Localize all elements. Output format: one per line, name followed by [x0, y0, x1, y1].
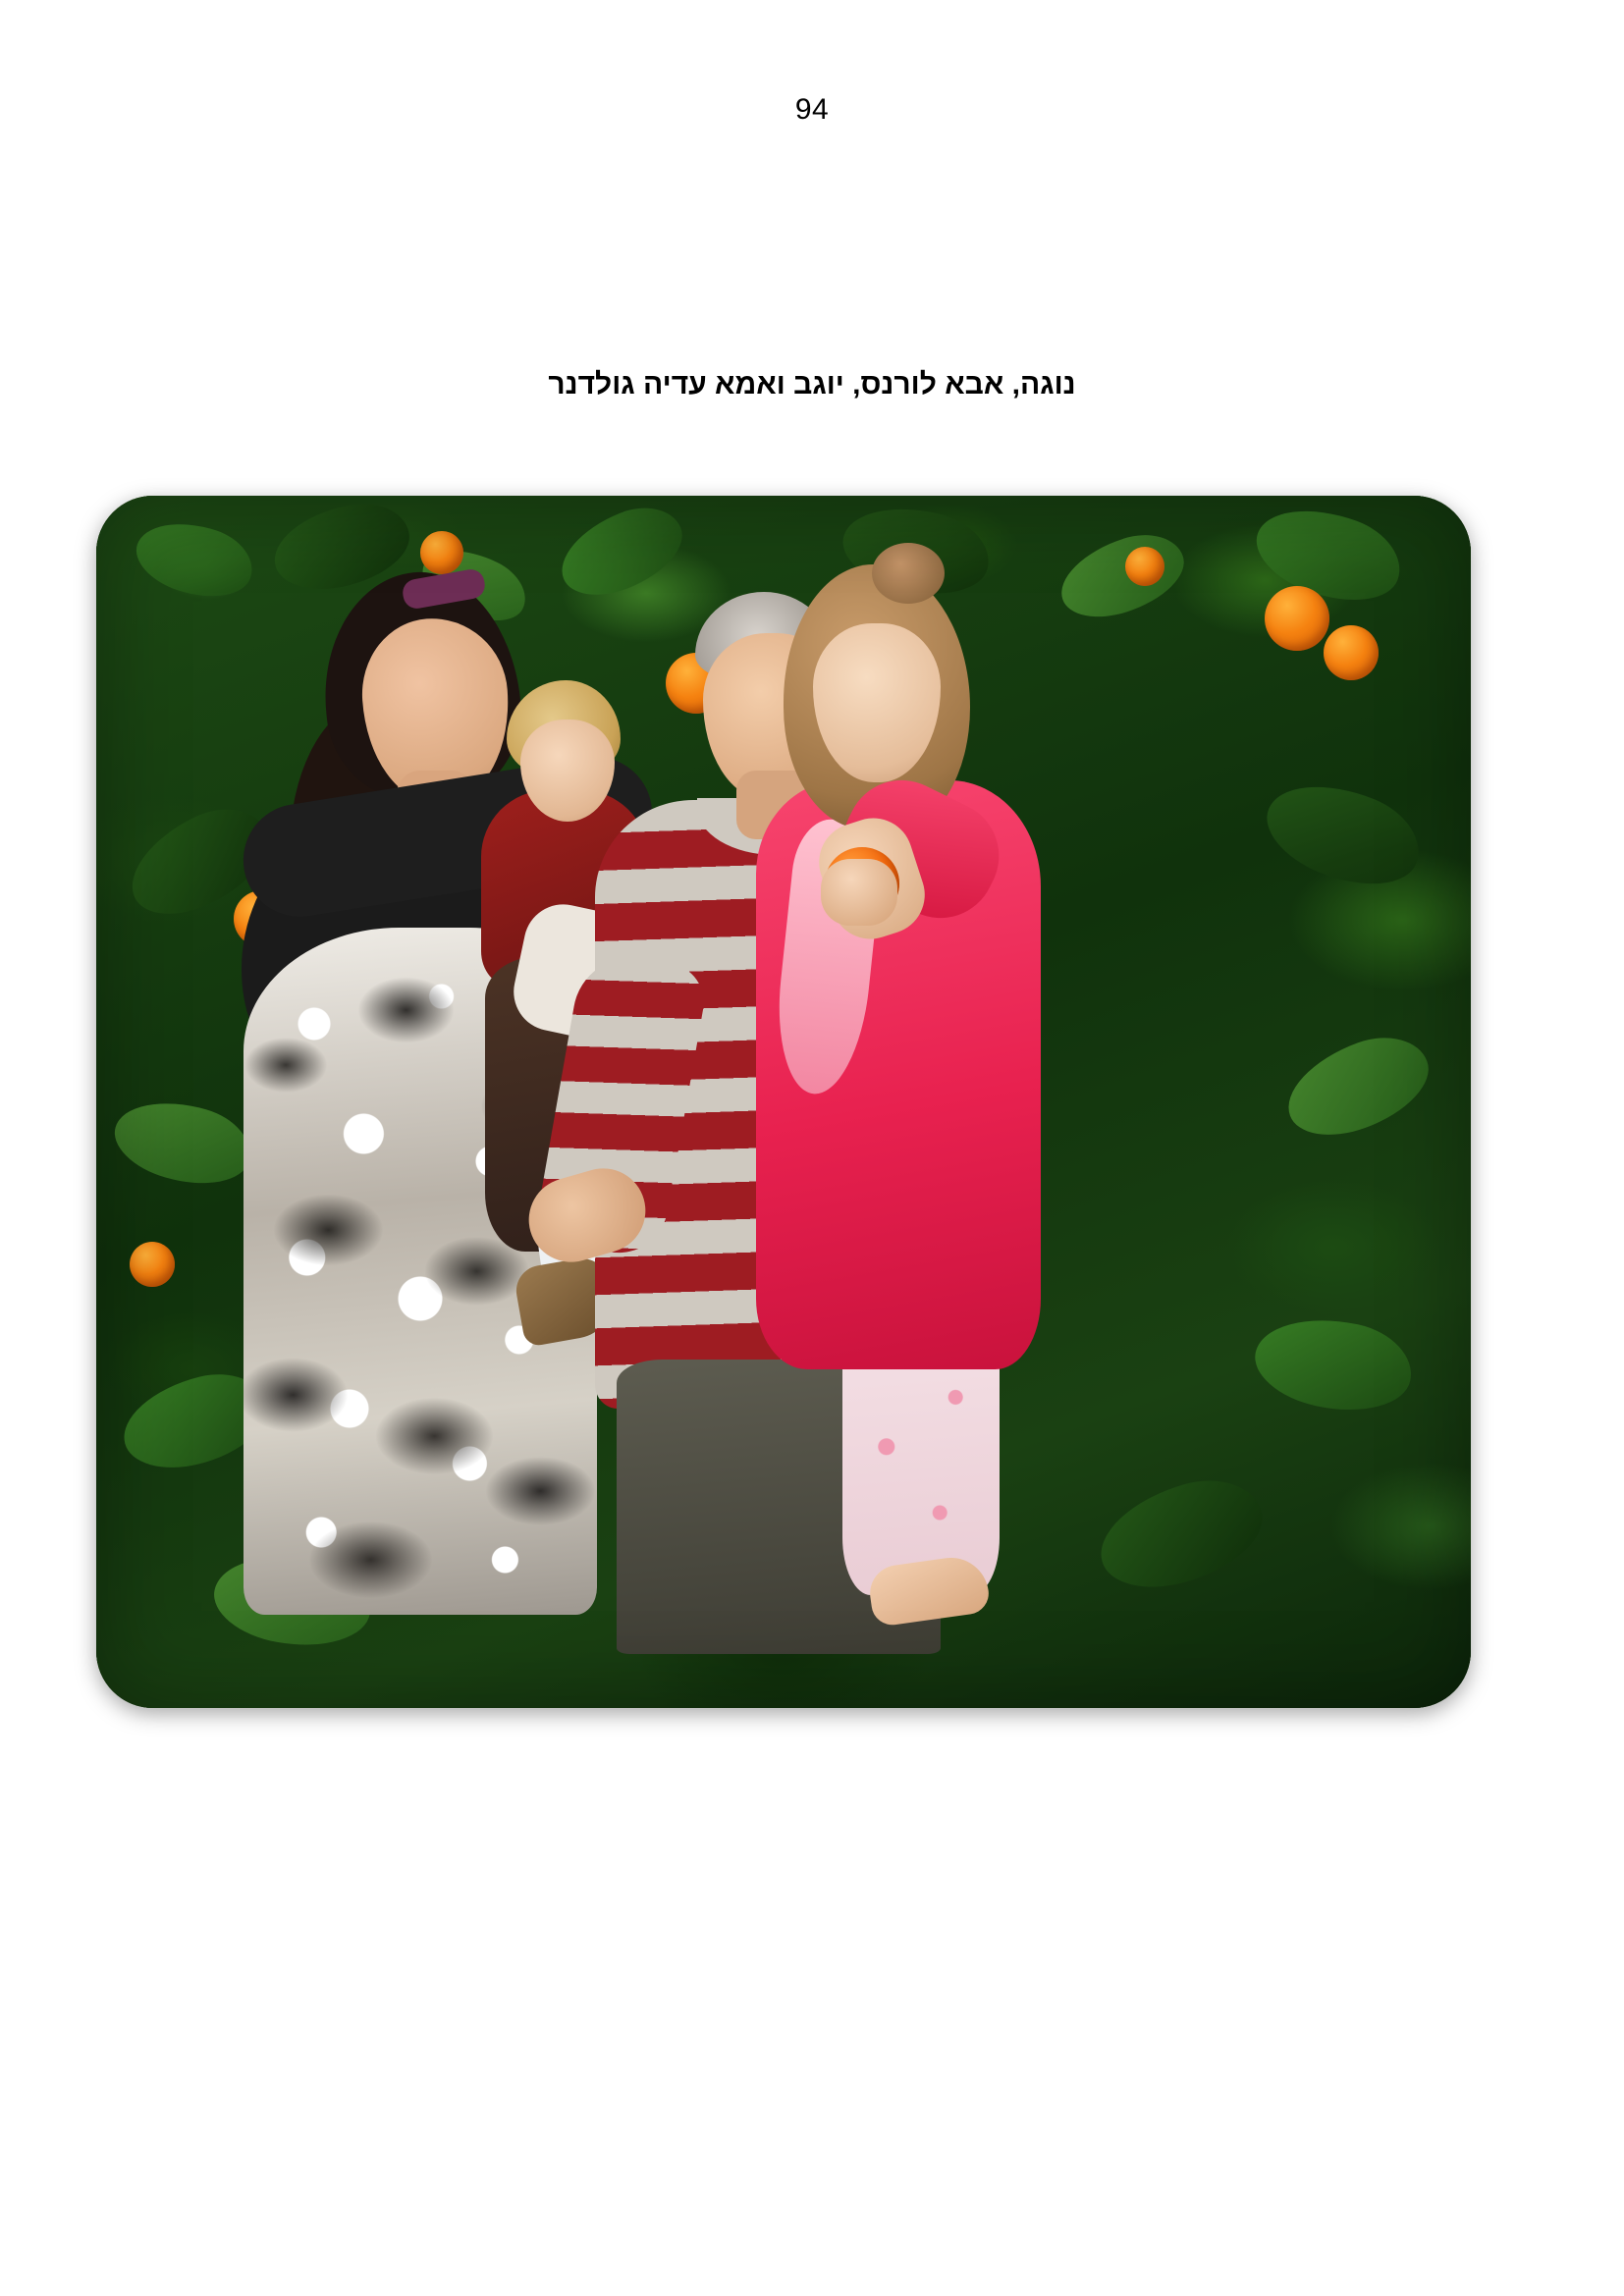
- girl-hand: [821, 859, 897, 926]
- family-photograph: [96, 496, 1471, 1708]
- orange-fruit-icon: [130, 1242, 175, 1287]
- orange-fruit-icon: [420, 531, 463, 574]
- orange-fruit-icon: [1324, 625, 1379, 680]
- photo-caption: נוגה, אבא לורנס, יוגב ואמא עדיה גולדנר: [548, 368, 1076, 400]
- page-number: 94: [794, 93, 830, 126]
- girl-hair-bun: [872, 543, 945, 604]
- photo-content: [96, 496, 1471, 1708]
- orange-fruit-icon: [1125, 547, 1164, 586]
- orange-fruit-icon: [1265, 586, 1329, 651]
